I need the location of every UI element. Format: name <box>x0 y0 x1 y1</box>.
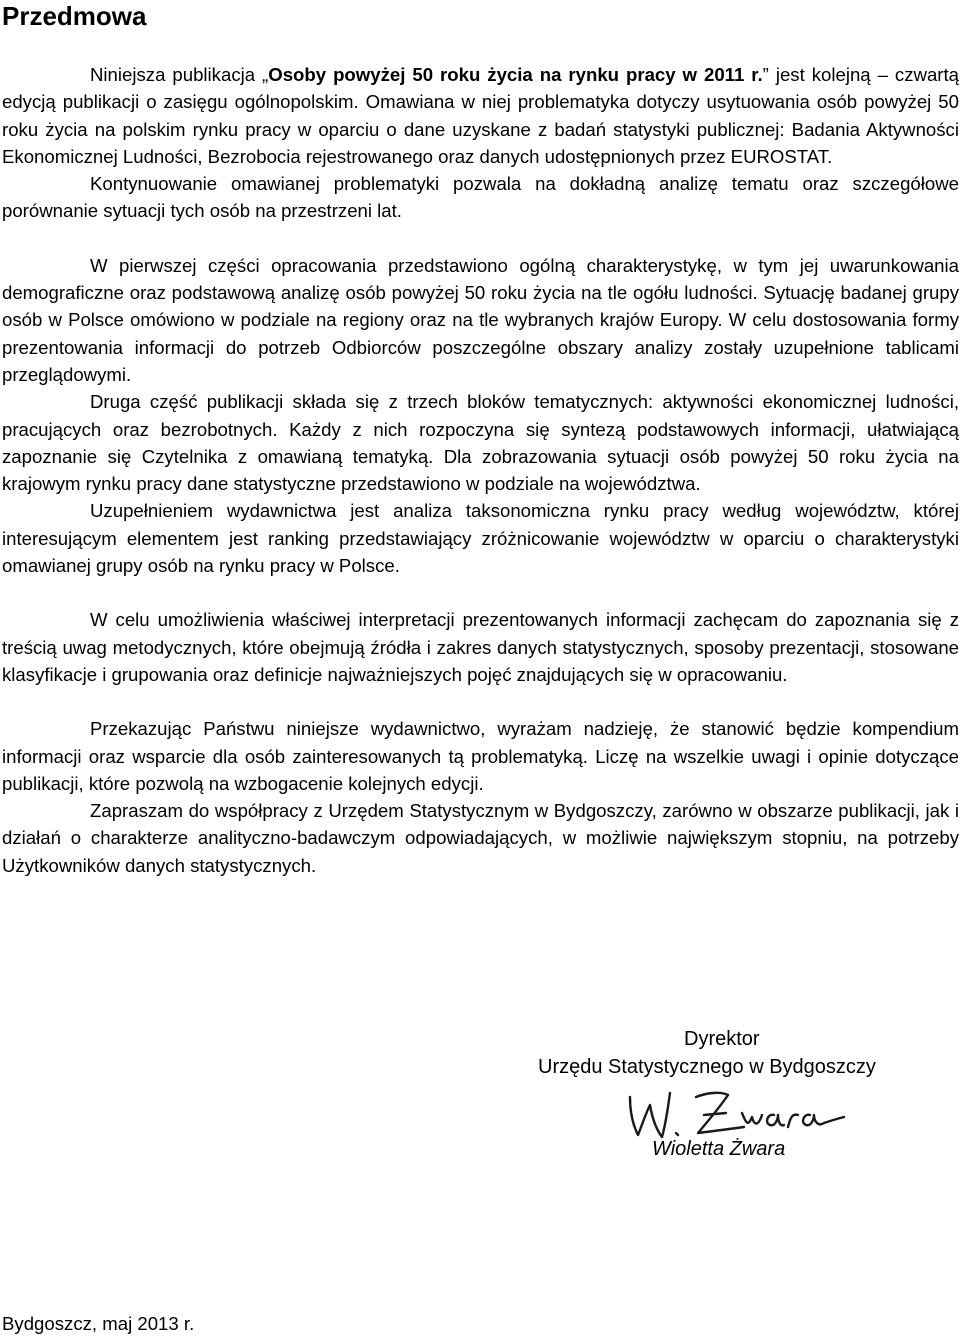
paragraph-continuation: Kontynuowanie omawianej problematyki pozwala na dokładną analizę tematu oraz szczegółowe porównanie sytuacji tych osób na przestrzeni lat. <box>2 173 959 222</box>
page-title: Przedmowa <box>2 1 147 31</box>
signatory-role: Dyrektor <box>684 1028 760 1050</box>
paragraph-part-two: Druga część publikacji składa się z trzech bloków tematycznych: aktywności ekonomicznej ludności, pracujących oraz bezrobotnych. Każdy z nich rozpoczyna się syntezą podstawowych informacji, ułatwiającą zapoznanie się Czytelnika z omawianą tematyką. Dla zobrazowania sytuacji osób powyżej 50 roku życia na krajowym rynku pracy dane statystyczne przedstawiono w podziale na województwa. <box>2 391 959 495</box>
paragraph-intro <box>2 61 959 170</box>
paragraph-invitation: Zapraszam do współpracy z Urzędem Statystycznym w Bydgoszczy, zarówno w obszarze publikacji, jak i działań o charakterze analityczno-badawczym odpowiadających, w możliwie największym stopniu, na potrzeby Użytkowników danych statystycznych. <box>2 800 959 876</box>
signatory-name: Wioletta Żwara <box>652 1138 786 1160</box>
paragraph-part-one: W pierwszej części opracowania przedstawiono ogólną charakterystykę, w tym jej uwarunkowania demograficzne oraz podstawową analizę osób powyżej 50 roku życia na tle ogółu ludności. Sytuację badanej grupy osób w Polsce omówiono w podziale na regiony oraz na tle wybranych krajów Europy. W celu dostosowania formy prezentowania informacji do potrzeb Odbiorców poszczególne obszary analizy zostały uzupełnione tablicami przeglądowymi. <box>2 254 959 385</box>
signatory-office: Urzędu Statystycznego w Bydgoszczy <box>538 1056 876 1078</box>
paragraph-methodology: W celu umożliwienia właściwej interpretacji prezentowanych informacji zachęcam do zapoznania się z treścią uwag metodycznych, które obejmują źródła i zakres danych statystycznych, sposoby prezentacji, stosowane klasyfikacje i grupowania oraz definicje najważniejszych pojęć znajdujących się w opracowaniu. <box>2 609 959 685</box>
publication-title: Osoby powyżej 50 roku życia na rynku pracy w 2011 r. <box>268 64 763 85</box>
preface-body <box>2 61 959 879</box>
place-date: Bydgoszcz, maj 2013 r. <box>2 1313 195 1334</box>
intro-text-end: ” jest kolejną – czwartą edycją publikacji o zasięgu ogólnopolskim. Omawiana w niej problematyka dotyczy usytuowania osób powyżej 50 roku życia na polskim rynku pracy w oparciu o dane uzyskane z badań statystyki publicznej: Badania Aktywności Ekonomicznej Ludności, Bezrobocia rejestrowanego oraz danych udostępnionych przez EUROSTAT. <box>2 64 959 167</box>
intro-text-start: Niniejsza publikacja „ <box>90 64 269 85</box>
paragraph-hope: Przekazując Państwu niniejsze wydawnictwo, wyrażam nadzieję, że stanowić będzie kompendium informacji oraz wsparcie dla osób zainteresowanych tą problematyką. Liczę na wszelkie uwagi i opinie dotyczące publikacji, które pozwolą na wzbogacenie kolejnych edycji. <box>2 718 959 794</box>
paragraph-taxonomy: Uzupełnieniem wydawnictwa jest analiza taksonomiczna rynku pracy według województw, której interesującym elementem jest ranking przedstawiający zróżnicowanie województw w oparciu o charakterystyki omawianej grupy osób na rynku pracy w Polsce. <box>2 500 959 577</box>
